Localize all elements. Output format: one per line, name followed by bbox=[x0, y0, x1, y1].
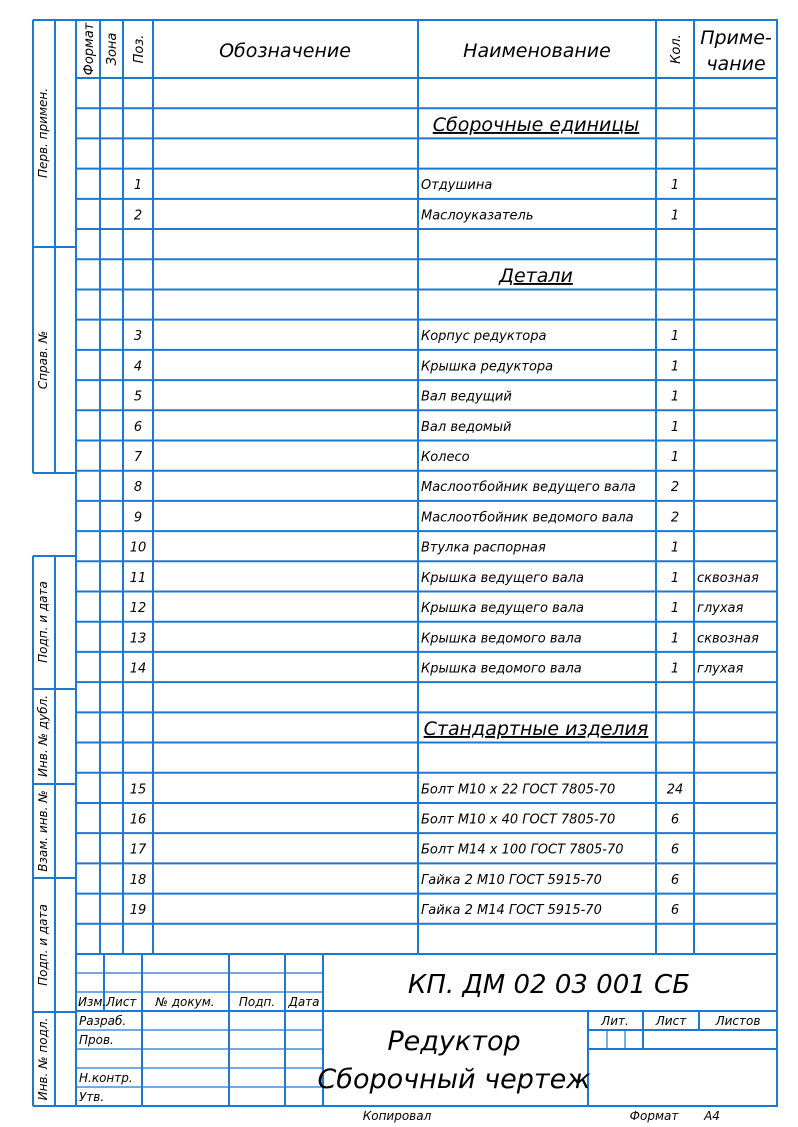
row-qty: 1 bbox=[670, 359, 680, 375]
stamp-podp-data-1: Подп. и дата bbox=[36, 581, 50, 663]
row-pos: 12 bbox=[129, 601, 147, 617]
row-note: глухая bbox=[697, 661, 744, 677]
row-qty: 1 bbox=[670, 389, 680, 405]
tb-lit: Лит. bbox=[601, 1014, 629, 1028]
row-pos: 8 bbox=[133, 480, 143, 496]
title-block bbox=[76, 954, 777, 1106]
sheet-footer bbox=[363, 1109, 720, 1123]
row-qty: 6 bbox=[670, 872, 680, 888]
table-row bbox=[134, 178, 679, 193]
row-name: Маслоотбойник ведущего вала bbox=[421, 480, 636, 496]
row-pos: 7 bbox=[133, 450, 143, 466]
row-qty: 1 bbox=[670, 178, 680, 194]
row-pos: 3 bbox=[133, 329, 143, 345]
tb-list: Лист bbox=[106, 995, 137, 1009]
row-pos: 1 bbox=[133, 178, 143, 194]
tb-sheets: Листов bbox=[715, 1014, 761, 1028]
table-row bbox=[130, 903, 679, 918]
row-name: Крышка ведомого вала bbox=[421, 631, 582, 647]
row-name: Крышка редуктора bbox=[421, 359, 554, 375]
header-note-line2: чание bbox=[706, 53, 766, 75]
table-row bbox=[130, 661, 744, 676]
table-row bbox=[134, 390, 679, 405]
row-qty: 2 bbox=[670, 510, 680, 526]
row-name: Крышка ведомого вала bbox=[421, 661, 582, 677]
tb-title-line2: Сборочный чертеж bbox=[317, 1064, 591, 1095]
row-name: Маслоотбойник ведомого вала bbox=[421, 510, 634, 526]
row-pos: 11 bbox=[129, 570, 147, 586]
section-parts: Детали bbox=[499, 265, 573, 287]
header-pos: Поз. bbox=[132, 34, 147, 64]
row-name: Втулка распорная bbox=[421, 540, 546, 556]
table-row bbox=[134, 359, 679, 374]
table-row bbox=[130, 541, 679, 556]
stamp-perv-primen: Перв. примен. bbox=[36, 87, 50, 179]
stamp-podp-data-2: Подп. и дата bbox=[36, 904, 50, 986]
tb-podp: Подп. bbox=[238, 995, 276, 1009]
row-name: Корпус редуктора bbox=[421, 329, 547, 345]
tb-title-line1: Редуктор bbox=[387, 1026, 521, 1057]
tb-designation: КП. ДМ 02 03 001 СБ bbox=[407, 970, 691, 1000]
tb-utv: Утв. bbox=[79, 1090, 105, 1104]
row-name: Отдушина bbox=[421, 178, 493, 194]
row-qty: 2 bbox=[670, 480, 680, 496]
section-assemblies: Сборочные единицы bbox=[432, 114, 640, 136]
stamp-inv-podl: Инв. № подл. bbox=[36, 1017, 50, 1101]
row-pos: 13 bbox=[129, 631, 147, 647]
side-stamp bbox=[33, 20, 76, 1106]
row-qty: 6 bbox=[670, 903, 680, 919]
row-pos: 9 bbox=[133, 510, 143, 526]
row-qty: 6 bbox=[670, 842, 680, 858]
row-qty: 24 bbox=[666, 782, 684, 798]
table-row bbox=[134, 480, 679, 495]
row-qty: 1 bbox=[670, 661, 680, 677]
tb-sheet: Лист bbox=[655, 1014, 687, 1028]
row-name: Болт М10 х 22 ГОСТ 7805-70 bbox=[421, 782, 616, 798]
row-name: Маслоуказатель bbox=[421, 208, 534, 224]
tb-doc-no: № докум. bbox=[155, 995, 215, 1009]
row-pos: 10 bbox=[129, 540, 147, 556]
tb-data: Дата bbox=[288, 995, 320, 1009]
header-designation: Обозначение bbox=[219, 40, 351, 62]
stamp-inv-dubl: Инв. № дубл. bbox=[36, 694, 50, 778]
row-name: Крышка ведущего вала bbox=[421, 570, 584, 586]
table-row bbox=[134, 208, 679, 223]
row-name: Болт М14 х 100 ГОСТ 7805-70 bbox=[421, 842, 624, 858]
row-pos: 18 bbox=[129, 872, 147, 888]
header-note-line1: Приме- bbox=[700, 27, 772, 49]
row-qty: 1 bbox=[670, 631, 680, 647]
table-row bbox=[130, 631, 759, 646]
row-name: Болт М10 х 40 ГОСТ 7805-70 bbox=[421, 812, 616, 828]
table-row bbox=[134, 420, 679, 435]
table-header bbox=[82, 22, 772, 75]
row-pos: 14 bbox=[129, 661, 147, 677]
table-row bbox=[134, 450, 679, 465]
row-qty: 1 bbox=[670, 329, 680, 345]
row-note: глухая bbox=[697, 601, 744, 617]
table-row bbox=[134, 329, 679, 344]
row-qty: 1 bbox=[670, 540, 680, 556]
footer-copied: Копировал bbox=[362, 1109, 432, 1123]
tb-izm: Изм. bbox=[78, 995, 107, 1009]
row-name: Вал ведущий bbox=[421, 389, 512, 405]
row-pos: 15 bbox=[129, 782, 147, 798]
row-qty: 1 bbox=[670, 419, 680, 435]
footer-format-value: A4 bbox=[704, 1109, 720, 1123]
tb-prov: Пров. bbox=[79, 1033, 114, 1047]
row-qty: 1 bbox=[670, 570, 680, 586]
row-name: Гайка 2 М10 ГОСТ 5915-70 bbox=[421, 872, 602, 888]
footer-format-label: Формат bbox=[629, 1109, 679, 1123]
table-row bbox=[134, 510, 679, 525]
row-pos: 4 bbox=[133, 359, 143, 375]
table-row bbox=[130, 782, 684, 797]
row-name: Колесо bbox=[421, 450, 470, 466]
row-note: сквозная bbox=[697, 631, 759, 647]
row-qty: 1 bbox=[670, 450, 680, 466]
row-name: Крышка ведущего вала bbox=[421, 601, 584, 617]
row-qty: 1 bbox=[670, 601, 680, 617]
table-row bbox=[130, 601, 744, 616]
row-pos: 19 bbox=[129, 903, 147, 919]
table-row bbox=[130, 571, 759, 586]
header-name: Наименование bbox=[463, 40, 611, 62]
header-zone: Зона bbox=[105, 32, 120, 66]
tb-n-kontr: Н.контр. bbox=[79, 1071, 133, 1085]
row-pos: 16 bbox=[129, 812, 147, 828]
table-row bbox=[130, 873, 679, 888]
row-note: сквозная bbox=[697, 570, 759, 586]
table-row bbox=[130, 813, 679, 828]
row-name: Вал ведомый bbox=[421, 419, 512, 435]
row-name: Гайка 2 М14 ГОСТ 5915-70 bbox=[421, 903, 602, 919]
row-pos: 5 bbox=[133, 389, 143, 405]
tb-razrab: Разраб. bbox=[79, 1014, 127, 1028]
section-standard: Стандартные изделия bbox=[423, 718, 649, 740]
header-qty: Кол. bbox=[669, 34, 684, 64]
header-format: Формат bbox=[82, 22, 97, 76]
row-pos: 6 bbox=[133, 419, 143, 435]
stamp-sprav-no: Справ. № bbox=[36, 330, 50, 390]
row-pos: 2 bbox=[133, 208, 143, 224]
table-row bbox=[130, 843, 679, 858]
row-pos: 17 bbox=[129, 842, 147, 858]
row-qty: 1 bbox=[670, 208, 680, 224]
stamp-vzam-inv: Взам. инв. № bbox=[36, 790, 50, 872]
row-qty: 6 bbox=[670, 812, 680, 828]
